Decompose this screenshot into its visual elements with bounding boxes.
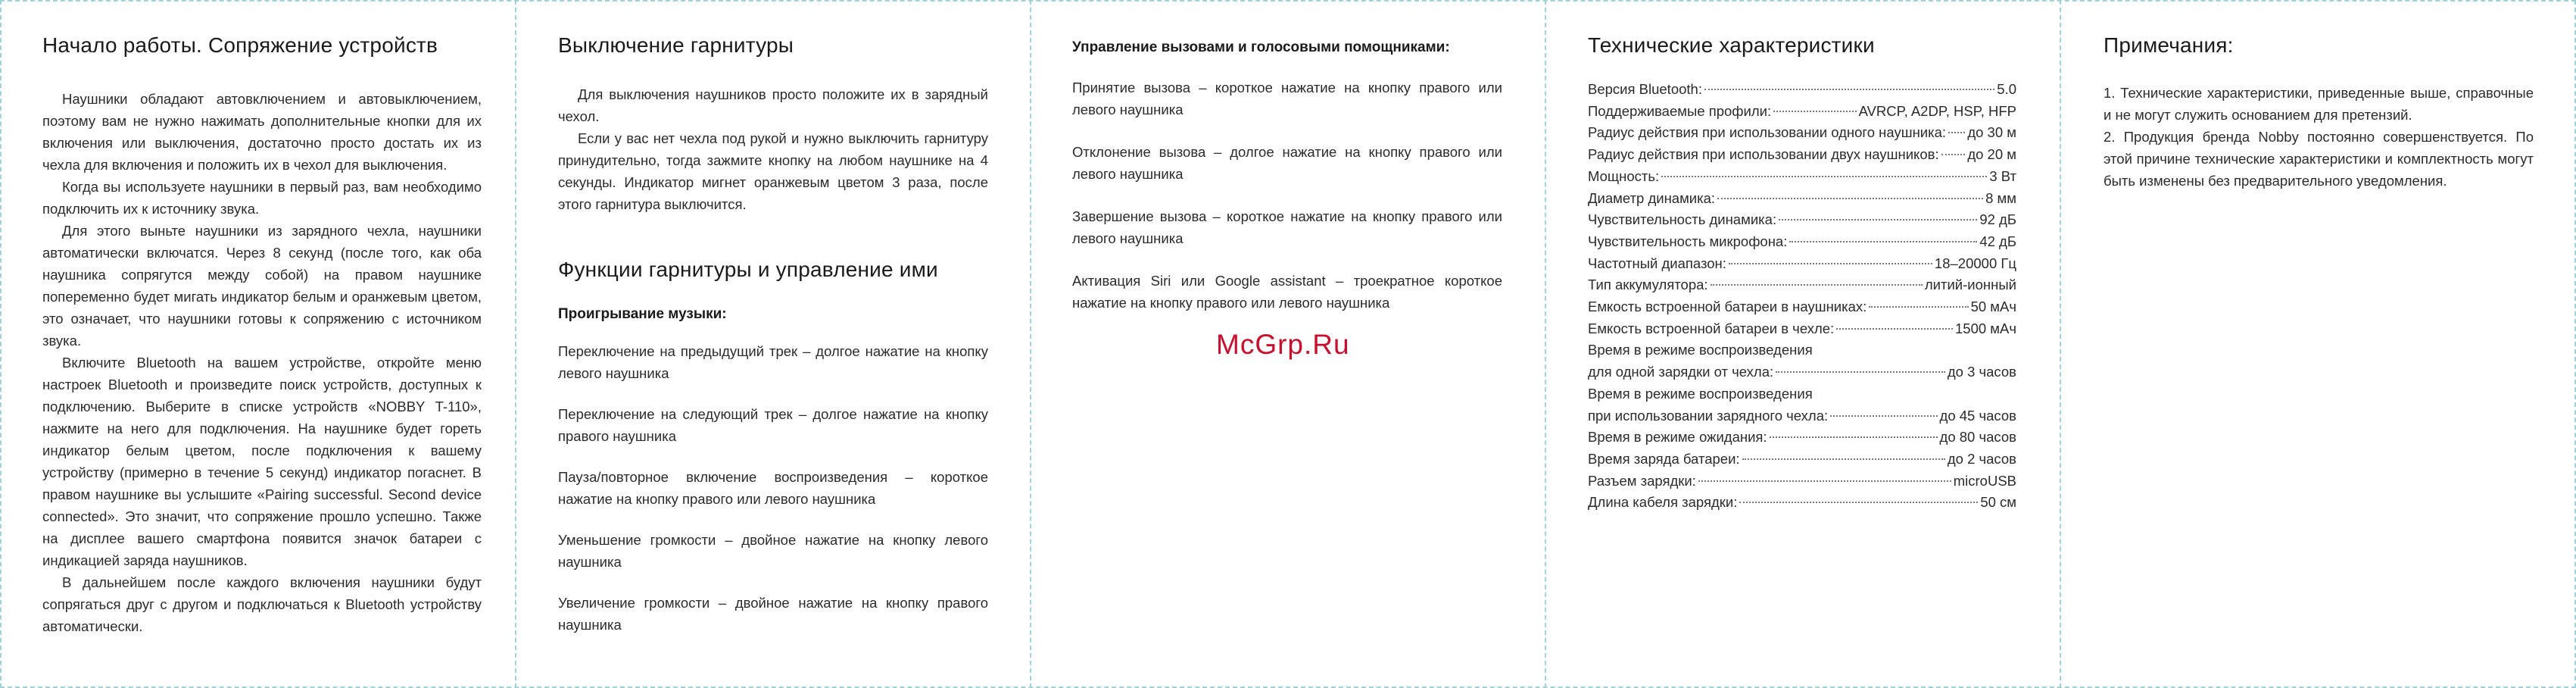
dot-leader (1869, 306, 1968, 308)
dot-leader (1711, 284, 1923, 286)
spec-value: 5.0 (1997, 81, 2016, 97)
panel-specs (1588, 33, 2016, 514)
dot-leader (1941, 154, 1966, 155)
dot-leader (1704, 89, 1994, 90)
spec-label-line: Время в режиме воспроизведения (1588, 342, 1813, 358)
spec-label: Чувствительность динамика: (1588, 211, 1777, 228)
notes-title: Примечания: (2104, 33, 2234, 57)
panel-headset-off (558, 33, 988, 655)
spec-value: 92 дБ (1979, 211, 2016, 228)
headset-off-paragraph: Для выключения наушников просто положите их в зарядный чехол. (558, 86, 988, 124)
pairing-paragraph: Наушники обладают автовключением и автовыключением, поэтому вам не нужно нажимать дополнительные кнопки для их включения или выключения, достаточно просто достать их из чехла для включения и положить их в чехол для выключения. (42, 91, 482, 173)
spec-label: при использовании зарядного чехла: (1588, 407, 1829, 424)
spec-label: Чувствительность микрофона: (1588, 233, 1788, 249)
spec-value: 50 мАч (1970, 299, 2016, 315)
dot-leader (1836, 328, 1953, 330)
music-control-item: Увеличение громкости – двойное нажатие на кнопку правого наушника (558, 595, 988, 633)
spec-label: Тип аккумулятора: (1588, 277, 1708, 293)
spec-row (1588, 101, 2016, 123)
spec-row (1588, 122, 2016, 144)
spec-row (1588, 188, 2016, 210)
spec-row (1588, 253, 2016, 275)
dot-leader (1729, 263, 1932, 264)
panel-pairing (42, 33, 482, 637)
dot-leader (1661, 176, 1987, 177)
spec-value: 50 см (1980, 494, 2016, 511)
dot-leader (1717, 198, 1983, 199)
spec-label-line: Время в режиме воспроизведения (1588, 385, 1813, 402)
spec-value: 3 Вт (1989, 167, 2016, 184)
spec-value: AVRCP, A2DP, HSP, HFP (1858, 102, 2016, 119)
spec-row (1588, 318, 2016, 340)
calls-subtitle: Управление вызовами и голосовыми помощниками: (1072, 39, 1450, 55)
pairing-paragraph: Когда вы используете наушники в первый раз, вам необходимо подключить их к источнику звука. (42, 179, 482, 217)
headset-off-paragraph: Если у вас нет чехла под рукой и нужно выключить гарнитуру принудительно, тогда зажмите кнопку на любом наушнике на 4 секунды. Индикатор мигнет оранжевым цветом 3 раза, после этого гарнитура выключится. (558, 130, 988, 212)
spec-row (1588, 79, 2016, 101)
spec-label: Емкость встроенной батареи в чехле: (1588, 320, 1835, 336)
spec-row (1588, 296, 2016, 318)
note-item: 1. Технические характеристики, приведенные выше, справочные и не могут служить основанием для претензий. (2104, 85, 2534, 123)
spec-value: 1500 мАч (1955, 320, 2016, 336)
spec-value: 18–20000 Гц (1934, 255, 2016, 271)
spec-row (1588, 274, 2016, 296)
spec-row (1588, 427, 2016, 449)
spec-label: Емкость встроенной батареи в наушниках: (1588, 299, 1867, 315)
spec-row (1588, 231, 2016, 253)
dot-leader (1742, 458, 1945, 460)
music-control-item: Переключение на предыдущий трек – долгое нажатие на кнопку левого наушника (558, 343, 988, 381)
pairing-paragraph: Для этого выньте наушники из зарядного чехла, наушники автоматически включатся. Через 8 секунд (после того, как оба наушника сопрягутся между собой) на правом наушнике попеременно будет мигать индикатор белым и оранжевым цветом, это означает, что наушники готовы к сопряжению с источником звука. (42, 223, 482, 349)
dot-leader (1776, 371, 1945, 373)
dot-leader (1698, 480, 1951, 482)
spec-label: Диаметр динамика: (1588, 189, 1716, 206)
spec-label: Время в режиме ожидания: (1588, 429, 1767, 446)
fold-line (1030, 0, 1031, 688)
spec-value: литий-ионный (1924, 277, 2016, 293)
call-control-item: Отклонение вызова – долгое нажатие на кнопку правого или левого наушника (1072, 144, 1502, 182)
call-control-item: Активация Siri или Google assistant – троекратное короткое нажатие на кнопку правого или левого наушника (1072, 273, 1502, 311)
spec-value: 42 дБ (1979, 233, 2016, 249)
music-subtitle: Проигрывание музыки: (558, 306, 727, 322)
spec-label: Разъем зарядки: (1588, 472, 1696, 489)
panel-calls (1072, 33, 1502, 333)
music-control-item: Уменьшение громкости – двойное нажатие на кнопку левого наушника (558, 532, 988, 570)
music-control-item: Пауза/повторное включение воспроизведения – короткое нажатие на кнопку правого или левого наушника (558, 469, 988, 507)
spec-value: microUSB (1953, 472, 2016, 489)
music-control-item: Переключение на следующий трек – долгое нажатие на кнопку правого наушника (558, 406, 988, 444)
spec-row (1588, 166, 2016, 188)
dot-leader (1789, 241, 1977, 242)
specs-title: Технические характеристики (1588, 33, 1875, 57)
spec-row (1588, 492, 2016, 514)
spec-row (1588, 471, 2016, 493)
spec-label: Радиус действия при использовании двух наушников: (1588, 146, 1939, 163)
spec-value: до 30 м (1967, 124, 2016, 141)
dot-leader (1770, 436, 1938, 438)
dot-leader (1739, 502, 1978, 503)
spec-value: до 80 часов (1939, 429, 2016, 446)
dot-leader (1948, 132, 1965, 133)
spec-label: Мощность: (1588, 167, 1660, 184)
spec-row (1588, 405, 2016, 427)
spec-row (1588, 209, 2016, 231)
spec-value: до 45 часов (1939, 407, 2016, 424)
spec-value: до 2 часов (1947, 450, 2016, 467)
dot-leader (1779, 219, 1977, 220)
headset-off-title: Выключение гарнитуры (558, 33, 794, 57)
spec-label: Частотный диапазон: (1588, 255, 1726, 271)
spec-row (1588, 361, 2016, 383)
spec-row (1588, 449, 2016, 471)
dot-leader (1773, 111, 1856, 112)
call-control-item: Принятие вызова – короткое нажатие на кнопку правого или левого наушника (1072, 80, 1502, 117)
spec-label: для одной зарядки от чехла: (1588, 364, 1774, 380)
spec-value: 8 мм (1985, 189, 2016, 206)
fold-line (2060, 0, 2061, 688)
call-control-item: Завершение вызова – короткое нажатие на кнопку правого или левого наушника (1072, 208, 1502, 246)
spec-label: Время заряда батареи: (1588, 450, 1740, 467)
pairing-title: Начало работы. Сопряжение устройств (42, 33, 438, 57)
spec-label: Радиус действия при использовании одного наушника: (1588, 124, 1947, 141)
note-item: 2. Продукция бренда Nobby постоянно совершенствуется. По этой причине технические характеристики и комплектность могут быть изменены без предварительного уведомления. (2104, 129, 2534, 189)
specs-list (1588, 79, 2016, 514)
spec-label: Длина кабеля зарядки: (1588, 494, 1738, 511)
pairing-paragraph: Включите Bluetooth на вашем устройстве, откройте меню настроек Bluetooth и произведите поиск устройств, доступных к подключению. Выберите в списке устройств «NOBBY T-110», нажмите на него для подключения. На наушнике будет гореть индикатор белым цветом, после подключения к вашему устройству (примерно в течение 5 секунд) индикатор погаснет. В правом наушнике вы услышите «Pairing successful. Second device connected». Это значит, что сопряжение прошло успешно. Также на дисплее вашего смартфона появится значок батареи с индикацией заряда наушников. (42, 355, 482, 568)
spec-label: Поддерживаемые профили: (1588, 102, 1772, 119)
fold-line (1545, 0, 1546, 688)
spec-label: Версия Bluetooth: (1588, 81, 1702, 97)
panel-notes (2104, 33, 2534, 192)
pairing-paragraph: В дальнейшем после каждого включения наушники будут сопрягаться друг с другом и подключаться к Bluetooth устройству автоматически. (42, 574, 482, 634)
watermark: McGrp.Ru (1216, 329, 1350, 360)
dot-leader (1830, 415, 1937, 417)
spec-row (1588, 144, 2016, 166)
functions-title: Функции гарнитуры и управление ими (558, 258, 938, 281)
spec-value: до 20 м (1967, 146, 2016, 163)
fold-line (515, 0, 516, 688)
spec-value: до 3 часов (1947, 364, 2016, 380)
